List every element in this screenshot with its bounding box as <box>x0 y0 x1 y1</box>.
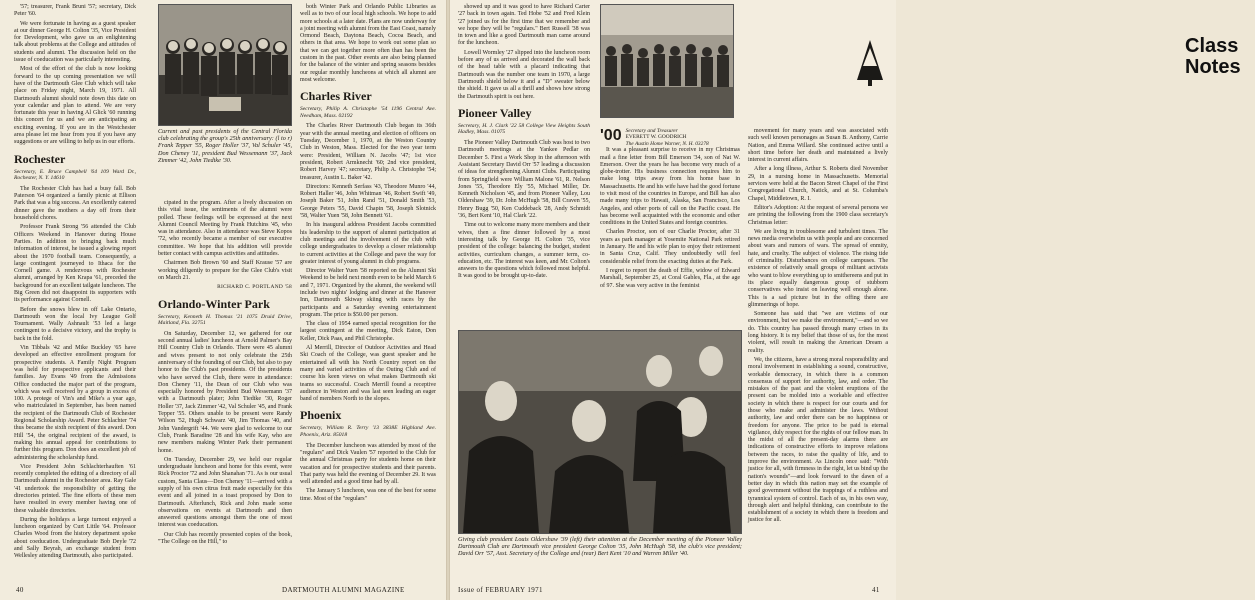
paragraph: Vice President John Schlachterhauften '61 recently completed the editing of a directory of all Dartmouth alumni in the Rochester area. Ray Gale '41 undertook the responsibility of getting the directories printed. The fine efforts of these men have resulted in every member having one of these valuable directories. <box>14 463 136 514</box>
paragraph: Editor's Adoption: At the request of several persons we are printing the following from the 1900 class secretary's Christmas letter: <box>748 204 888 226</box>
paragraph: both Winter Park and Orlando Public Libraries as well as to two of our local high schools. We hope to add more schools at a later date. Plans are now underway for a joint meeting with alumni from the East Coast, namely Ormond Beach, Daytona Beach, Cocoa Beach, and others in that area. We hope to work out some plan so that we can get together more often than has been the custom in the past. Other events are also being planned for the balance of the winter and spring seasons besides our regular monthly luncheons at which all alumni are most welcome. <box>300 4 436 83</box>
paragraph: Professor Frank Strong '56 attended the Club Officers Weekend in Hanover during House Parties. In addition to bringing back much information of interest, he issued a glowing report about the 1970 football team. Consequently, a large contingent journeyed to Ithaca for the Cornell game. A rendezvous with Rochester alumni, arranged by Ken Krapa '61, preceded the background for an excellent tailgate luncheon. The Big Green did not disappoint its supporters with its performance against Cornell. <box>14 224 137 304</box>
section-heading-orlando: Orlando-Winter Park <box>158 296 270 311</box>
secretary-title: Secretary and Treasurer <box>625 128 678 134</box>
secretary-name: EVERETT W. GOODRICH <box>625 134 687 141</box>
secretary-line: Secretary, Kenneth H. Thomas '21 1075 Druid Drive, Maitland, Fla. 32751 <box>158 313 292 327</box>
paragraph: Before the snows blew in off Lake Ontario, Dartmouth won the local Ivy League Golf Tournament. Wally Ashnault '53 led a large contingent to a decisive victory, and the trophy is back in the fold. <box>14 306 136 342</box>
paragraph: movement for many years and was associated with such well known personages as Susan B. Anthony, Carrie Nation, and Emma Willard. She continued active until a short time before her death and maintained a lively interest in current affairs. <box>748 128 888 164</box>
class-year: '00 <box>600 127 622 144</box>
paragraph: Directors: Kenneth Serfass '43, Theodore Munro '44, Robert Haller '46, John Whitman '46, Robert Swift '49, Joseph Baker '51, John Rand '51, Donald Smith '53, George Peters '55, David Chapin '58, Joseph Slotnick '58, Walter Yuen '58, John Bennett '61. <box>300 183 436 220</box>
paragraph: The class of 1954 earned special recognition for the largest contingent at the meeting, Dick Eaton, Don Keller, Dick Paas, and Phil Christophe. <box>300 321 436 342</box>
paragraph: The Pioneer Valley Dartmouth Club was host to two Dartmouth meetings at the Yankee Pedlar on December 5. First a Work Shop in the afternoon with Assistant Secretary David Orr '57 leading a discussion of ideas for strengthening Alumni Clubs. Participating from Springfield were William Malone '61, R. Nelson Jones '55, Theodore Ely '55, Michael Miller, Dr. Kenneth Nicholson '45, and from Pioneer Valley, Lou Oldershaw '39, Dr. John McHugh '58, Bill Craven '55, Henry Bugg '50, Ken Cuddeback '28, Andy Schmidt '36, Bert Kent '10, Hal Clark '22. <box>458 140 590 220</box>
paragraph: Most of the effort of the club is now looking forward to the up coming presentation we will have of the Dartmouth Glee Club which will take place on Friday night, March 19, 1971. All Dartmouth alumni should note down this date on your calendar and plan to attend. We are very fortunate this year in having Al Glick '60 running this concert for us and we are anticipating an exciting evening. If you are in the Westchester area please let me hear from you if you have any suggestions or are willing to help us in our efforts. <box>14 66 136 146</box>
paragraph: We are living in troublesome and turbulent times. The news media overwhelm us with people and are concerned about wars and rumors of wars. The spread of enmity, hate, and cruelty. The subject of violence. The rising tide of criminality. Disturbances on college campuses. The existence of relatively small groups of militant activists who want to blow everything up to smithereens and put in its place equally dangerous group of stubborn conservatives who insist on leaving well enough alone. This is a sad picture but in the offing there are glimmerings of hope. <box>748 228 888 308</box>
paragraph: Vin Tibbals '42 and Mike Buckley '65 have developed an effective enrollment program for prospective students. A Family Night Program was held for prospective applicants and their families. Jay Evans '49 from the Admissions Office conducted the major part of the program, which was well received by a group in excess of 100. A protege of Vin's and Mike's a year ago, who matriculated in September, has been named the recipient of the Dartmouth Club of Rochester Regional Scholarship Award. Peter Schlachter '74 thus became the sixth recipient of this award. Don Hill '54, the original recipient of the award, is making his annual appeal for contributions to further this program. Don does an excellent job of administering the scholarship fund. <box>14 345 136 461</box>
paragraph: We were fortunate in having as a guest speaker at our dinner George H. Colton '35, Vice President for Development, who gave us an enlightening talk about problems at the College and attitudes of students and alumni. The discussion held on the issue of coeducation was particularly interesting. <box>14 20 136 64</box>
page-number-right: 41 <box>872 586 880 594</box>
paragraph: After a long illness, Arthur S. Roberts died November 29, in a nursing home in Massachusetts. Memorial services were held at the Bacon Street Chapel of the First Congregational Church, Natick, and at St. Columba's Chapel, Middletown, R. I. <box>748 166 888 202</box>
paragraph: Someone has said that "we are victims of our environment, but we make the environment,"—and so we do. This country has passed through many crises in its long history. It is my belief that those of us, for the most violent, will result in making the American Dream a reality. <box>748 311 888 354</box>
paragraph: I regret to report the death of Effie, widow of Edward Marshall, September 25, at Coral Gables, Fla., at the age of 97. She was very active in the feminist <box>600 267 740 289</box>
class-notes-title-line2: Notes <box>1185 56 1241 78</box>
section-heading-pioneer-valley: Pioneer Valley <box>458 105 532 120</box>
pioneer-valley-caption: Giving club president Louis Oldershaw '39 (left) their attention at the December meeting of the Pioneer Valley Dartmouth Club are Dartmouth vice president George Colton '35, John McHugh '58, the club's vice president; David Orr '57, Asst. Secretary of the College and (rear) Bert Kent '10 and Warren Miller '40. <box>458 536 742 558</box>
paragraph: In his inaugural address President Jacobs committed his leadership to the support of alumni participation at club meetings and the involvement of the club with college undergraduates to develop a closer relationship to current activities at the College and pave the way for greater interest of young alumni in club programs. <box>300 222 436 265</box>
paragraph: Director Walter Yuen '58 reported on the Alumni Ski Weekend to be held next month even to be held March 6 and 7, 1971. Organized by the alumni, the weekend will include two nights' lodging and dinner at the Hanover Inn, Dartmouth Skiway skiing with races by the participants and a Saturday evening entertainment program. The price is $50.00 per person. <box>300 268 436 318</box>
issue-footer: Issue of FEBRUARY 1971 <box>458 586 543 594</box>
paragraph: Our Club has recently presented copies of the book, "The College on the Hill," to <box>158 531 292 546</box>
magazine-footer: DARTMOUTH ALUMNI MAGAZINE <box>282 586 405 594</box>
paragraph: We, the citizens, have a strong moral responsibility and moral involvement in establishing a sound, constructive, workable democracy, in which there is a common consensus of support for authority, law, and order. The mistakes of the past and the violent eruptions of the present can be molded into a workable and effective society in which there is respect for our courts and for those who make and administer the laws. Without authority, law and order there can be no happiness or freedom for anyone. The price to be paid is eternal vigilance, duly respect for the rights of our fellow man. In the midst of all the present-day alarms there are indications of constructive efforts to improve relations between the races, to raise the quality of life, and to improve the environment. As Lincoln once said: "With justice for all, with firmness in the right, let us bind up the nation's wounds"—and look forward to the dawn of a better day in which this nation may set the example of good government without the trappings of a ruthless and tyrannical system of control. Each of us, in his own way, through alert and helpful thinking, can contribute to the establishment of a society in which there is freedom and justice for all. <box>748 356 888 524</box>
pioneer-valley-meeting-photo <box>458 330 742 534</box>
class-notes-header <box>1185 36 1255 78</box>
class-1900-notes <box>600 128 740 324</box>
crowd-photo-illustration <box>601 5 733 117</box>
central-florida-photo <box>158 4 292 126</box>
paragraph: On Tuesday, December 29, we held our regular undergraduate luncheon and home for this event, were Rick Proctor '72 and John Shanahan '71. As is our usual custom, Santa Claus—Don Cheney '11—arrived with a supply of his own citrus fruit made especially for this event and all joined in a toast proposed by Don to Dartmouth. Afterlunch, Rick and John made some observations on events at Dartmouth and then answered questions amongst them the one of most interest was coeducation. <box>158 456 292 529</box>
paragraph: On Saturday, December 12, we gathered for our second annual ladies' luncheon at Arnold Palmer's Bay Hill Country Club in Orlando. There were 45 alumni and wives present to not only celebrate the 25th anniversary of the founding of our Club, but also to pay honor to the Club's past presidents. Of the presidents who have served the Club, there were in attendance: Don Cheney '11, the Dean of our Club who was especially honored by President Bud Wessemann '37 with a Dartmouth plater; John Tiedtke '30, Roger Holler '37, Jack Zimmer '42, Val Schuler '45, and Frank Tepper '55. Others unable to be present were Randy Wilson '52, Hugh Schwarz '40, Jim Thomas '40, and John Vandergrift '44. We were glad to welcome to our Club, Frank Baradine '28 and his wife Kay, who are new members making Winter Park their permanent home. <box>158 330 292 454</box>
left-column-2 <box>158 200 292 570</box>
right-page <box>450 0 1241 600</box>
secretary-line: Secretary, H. J. Clark '22 58 College View Heights South Hadley, Mass. 01075 <box>458 122 590 136</box>
section-heading-rochester: Rochester <box>14 151 66 166</box>
paragraph: cipated in the program. After a lively discussion on this vital issue, the sentiments of the alumni were polled. These feelings will be expressed at the next Alumni Council Meeting by Frank Hutchins '45, who was in attendance. Also in attendance was Steve Kopos '72, who recently became a member of our executive committee. We hope that his addition will provide better contact with campus activities and attitudes. <box>158 200 292 258</box>
secretary-line: Secretary, E. Bruce Campbell '64 109 Ward Dr., Rochester, N. Y. 14610 <box>14 168 136 182</box>
left-column-1 <box>14 4 136 564</box>
paragraph: Time out to welcome many more members and their wives, then a fine dinner followed by a most interesting talk by George H. Colton '35, vice president of the college: balancing the budget, student activities, curriculum changes, a summer term, co-education, etc. The interest was keen, and Mr. Colton's answers to the questions which followed most helpful. It was good to be brought up-to-date. <box>458 222 590 280</box>
paragraph: It was a pleasant surprise to receive in my Christmas mail a fine letter from Bill Emerson '34, son of Nat W. Emerson. Over the years he has become very much of a globe-trotter. His business connection requires him to make long trips away from his home base in Massachusetts. He and his wife have had the good fortune to visit most of the countries in Europe, and Bill has also made many trips to Hawaii, Alaska, San Francisco, Los Angeles, and other ports of call on the Pacific coast. He has become well acquainted with the economic and other conditions in the United States and foreign countries. <box>600 147 740 227</box>
central-florida-caption: Current and past presidents of the Central Florida club celebrating the group's 25th anniversary: (l to r) Frank Tepper '55, Roger Holler '37, Val Schuler '45, Don Cheney '11, president Bud Wessemann '37, Jack Zimmer '42, John Tiedtke '30. <box>158 128 292 164</box>
page-number-left: 40 <box>16 586 24 594</box>
paragraph: Al Merrill, Director of Outdoor Activities and Head Ski Coach of the College, was guest speaker and he entertained all with his North Country report on the many and varied activities of the Outing Club and of course his keen views on what makes Dartmouth ski teams so successful. Coach Merrill found a receptive audience in Weston and was last seen leading an eager band of members North to the slopes. <box>300 345 436 403</box>
right-column-3 <box>748 128 888 576</box>
left-page <box>0 0 446 600</box>
left-column-3 <box>300 4 436 564</box>
meeting-photo-illustration <box>459 331 741 533</box>
paragraph: Lowell Wormley '27 slipped into the luncheon room before any of us arrived and decorated the wall back of the head table with a placard indicating that Dartmouth was the number one team in 1970, a large Dartmouth shield below it and a "D" sweater below the shield. It gave us all a thrill and shows how strong the Dartmouth spirit is out here. <box>458 49 590 100</box>
secretary-line: Secretary, William R. Terry '13 3838E Highland Ave. Phoenix, Ariz. 85018 <box>300 425 436 439</box>
paragraph: During the holidays a large turnout enjoyed a luncheon organized by Curt Little '64. Professor Charles Wood from the history department spoke about coeducation. Undergraduate Bob Deyle '72 and Sally Beyrah, an exchange student from Wellesley attending Dartmouth, also participated. <box>14 516 136 560</box>
paragraph: The January 5 luncheon, was one of the best for some time. Most of the "regulars" <box>300 488 436 502</box>
section-heading-charles-river: Charles River <box>300 89 372 104</box>
paragraph: The Rochester Club has had a busy fall. Bob Paterson '64 organized a family picnic at Ellison Park that was a big success. An excellently catered dinner gave the mothers a day off from their household chores. <box>14 185 136 222</box>
secretary-address: The Austin Home Warner, N. H. 03278 <box>625 140 709 147</box>
paragraph: Chairmen Bob Brown '60 and Staff Krause '57 are working diligently to prepare for the Glee Club's visit on March 21. <box>158 260 292 281</box>
paragraph: '57; treasurer, Frank Bruni '57; secretary, Dick Peter '60. <box>14 4 136 18</box>
paragraph: The December luncheon was attended by most of the "regulars" and Dick Vaulen '57 reported to the Club for the annual Christmas party for students home on their vacation and for prospective students and their parents. That party was held the evening of December 29. It was well attended and a good time had by all. <box>300 442 436 486</box>
paragraph: showed up and it was good to have Richard Carter '27 back in town again. Ted Hobe '52 and Fred Klein '27 joined us for the first time that we remember and we hope they will be "regulars." Bert Russell '38 was in town and like a good Dartmouth man came around for the luncheon. <box>458 4 590 47</box>
paragraph: The Charles River Dartmouth Club began its 36th year with the annual meeting and election of officers on Tuesday, December 1, 1970, at the Weston Country Club in Weston, Mass. Elected for the two year term were: President, William N. Jacobs '47; 1st vice president, Robert Armknecht '60; 2nd vice president, Robert Harvey '47; secretary, Philip A. Christophe '54; treasurer, Austin L. Baker '42. <box>300 123 436 181</box>
pioneer-valley-crowd-photo <box>600 4 734 118</box>
right-column-1 <box>458 4 590 329</box>
group-photo-illustration <box>159 5 291 125</box>
paragraph: Charles Proctor, son of our Charlie Proctor, after 31 years as park manager at Yosemite National Park retired in January. He and his wife plan to enjoy their retirement in Santa Cruz, Calif. They undoubtedly will feel considerable relief from the exacting duties at the Park. <box>600 229 740 265</box>
section-heading-phoenix: Phoenix <box>300 408 342 423</box>
class-notes-title-line1: Class <box>1185 35 1239 57</box>
pine-tree-icon <box>855 40 885 86</box>
signature: RICHARD C. PORTLAND '58 <box>217 284 292 291</box>
secretary-line: Secretary, Philip A. Christophe '54 1196 Central Ave. Needham, Mass. 02192 <box>300 106 436 119</box>
